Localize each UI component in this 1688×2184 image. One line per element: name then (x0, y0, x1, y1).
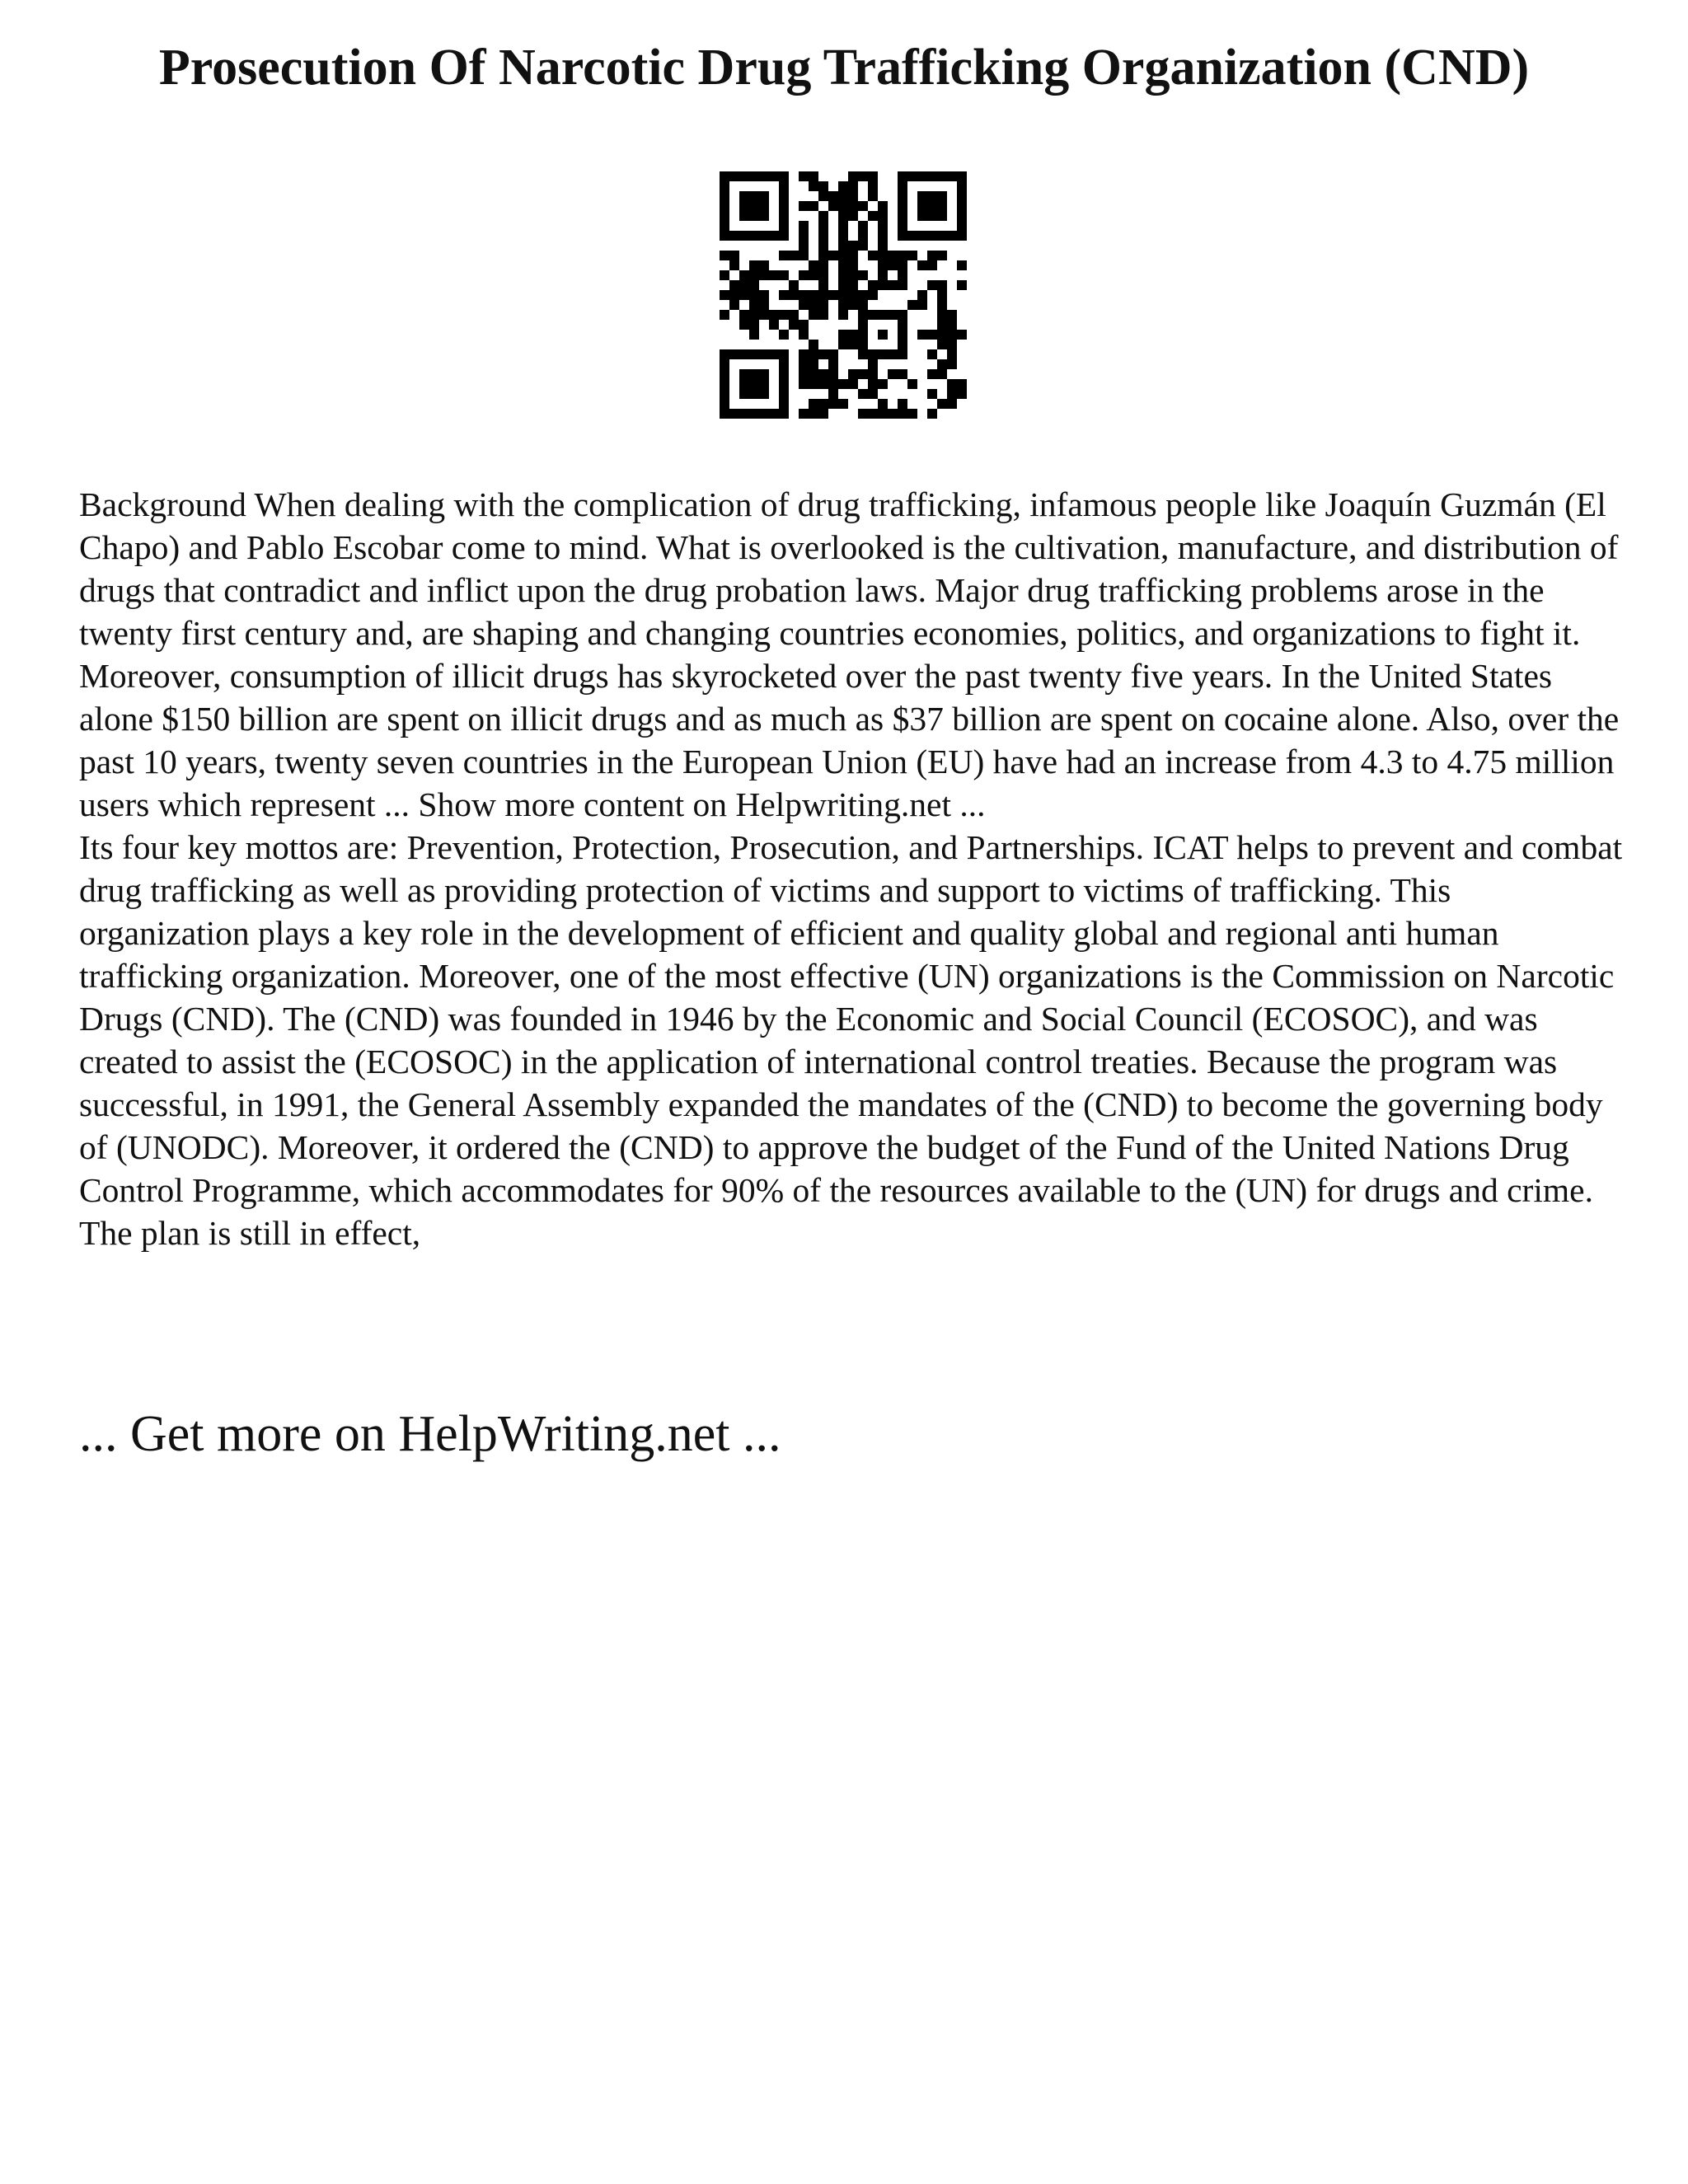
qr-code-icon[interactable] (720, 171, 967, 419)
article-body (79, 483, 1629, 1254)
get-more-link[interactable]: ... Get more on HelpWriting.net ... (79, 1406, 781, 1462)
paragraph-icat-cnd: Its four key mottos are: Prevention, Protection, Prosecution, and Partnerships. ICAT helps to prevent and combat drug trafficking as well as providing protection of victims and support to victims of trafficking. This organization plays a key role in the development of efficient and quality global and regional anti human trafficking organization. Moreover, one of the most effective (UN) organizations is the Commission on Narcotic Drugs (CND). The (CND) was founded in 1946 by the Economic and Social Council (ECOSOC), and was created to assist the (ECOSOC) in the application of international control treaties. Because the program was successful, in 1991, the General Assembly expanded the mandates of the (CND) to become the governing body of (UNODC). Moreover, it ordered the (CND) to approve the budget of the Fund of the United Nations Drug Control Programme, which accommodates for 90% of the resources available to the (UN) for drugs and crime. The plan is still in effect, (79, 828, 1623, 1252)
paragraph-background: Background When dealing with the complication of drug trafficking, infamous people like Joaquín Guzmán (El Chapo) and Pablo Escobar come to mind. What is overlooked is the cultivation, manufacture, and distribution of drugs that contradict and inflict upon the drug probation laws. Major drug trafficking problems arose in the twenty first century and, are shaping and changing countries economies, politics, and organizations to fight it. Moreover, consumption of illicit drugs has skyrocketed over the past twenty five years. In the United States alone $150 billion are spent on illicit drugs and as much as $37 billion are spent on cocaine alone. Also, over the past 10 years, twenty seven countries in the European Union (EU) have had an increase from 4.3 to 4.75 million users which represent ... Show more content on Helpwriting.net ... (79, 485, 1620, 823)
page-title: Prosecution Of Narcotic Drug Trafficking Organization (CND) (158, 40, 1530, 96)
